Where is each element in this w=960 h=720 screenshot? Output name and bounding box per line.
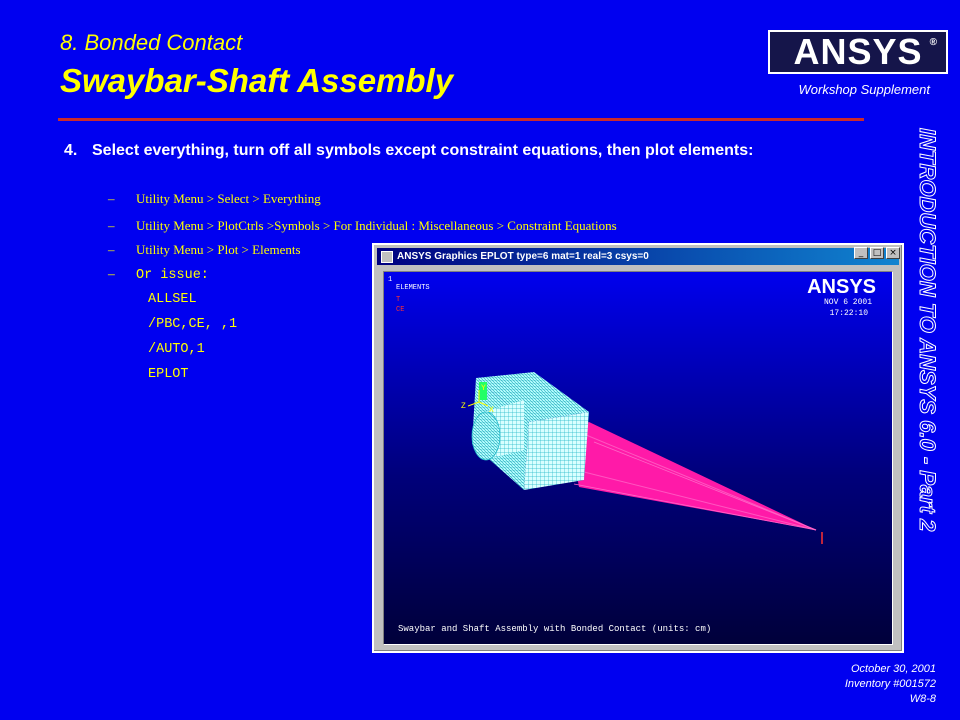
ansys-logo-text: ANSYS — [793, 31, 923, 72]
workshop-supplement-label: Workshop Supplement — [798, 82, 930, 97]
window-controls — [854, 247, 900, 259]
title-divider — [58, 118, 864, 121]
command-auto: /AUTO,1 — [148, 342, 205, 357]
or-issue-line — [108, 266, 209, 283]
ansys-logo-registered: ® — [929, 37, 938, 48]
step-text: Select everything, turn off all symbols except constraint equations, then plot elements: — [92, 142, 754, 159]
substep-text: Utility Menu > PlotCtrls >Symbols > For Individual : Miscellaneous > Constraint Equations — [136, 218, 617, 233]
command-pbc: /PBC,CE, ,1 — [148, 317, 238, 332]
axis-x-label: X — [489, 406, 494, 415]
or-issue-label: Or issue: — [136, 268, 209, 283]
window-number: 1 — [388, 276, 393, 284]
substep-select-everything — [108, 191, 321, 207]
minimize-button[interactable]: _ — [854, 247, 868, 259]
substep-text: Utility Menu > Select > Everything — [136, 191, 321, 206]
step-4 — [64, 140, 824, 161]
maximize-button[interactable]: □ — [870, 247, 884, 259]
axis-z-label: Z — [461, 402, 466, 411]
graphics-canvas[interactable] — [383, 271, 893, 645]
plot-label: ELEMENTS — [396, 284, 430, 292]
slide-subtitle: 8. Bonded Contact — [60, 30, 243, 55]
graphics-window-titlebar[interactable] — [377, 248, 899, 265]
footer-inventory: Inventory #001572 — [844, 678, 936, 690]
ansys-logo-box — [770, 32, 946, 72]
substep-plotctrls-symbols — [108, 218, 617, 234]
legend-t: T — [396, 296, 401, 304]
footer-page: W8-8 — [909, 693, 936, 705]
footer-date: October 30, 2001 — [850, 663, 936, 675]
graphics-ansys-logo: ANSYS — [807, 276, 876, 298]
substep-dash: – — [108, 191, 115, 206]
plot-time: 17:22:10 — [829, 309, 868, 318]
slide-title: Swaybar-Shaft Assembly — [60, 62, 454, 99]
step-number: 4. — [64, 142, 78, 159]
close-button[interactable]: × — [886, 247, 900, 259]
plot-caption: Swaybar and Shaft Assembly with Bonded Contact (units: cm) — [398, 624, 712, 634]
fe-mesh-plot — [384, 272, 893, 645]
command-allsel: ALLSEL — [148, 292, 197, 307]
axis-y-label: Y — [481, 384, 486, 393]
substep-plot-elements — [108, 242, 301, 258]
constraint-equations — [569, 422, 816, 530]
plot-date: NOV 6 2001 — [823, 298, 872, 307]
graphics-window-title: ANSYS Graphics EPLOT type=6 mat=1 real=3 csys=0 — [397, 251, 649, 262]
legend-ce: CE — [396, 306, 405, 314]
substep-dash: – — [108, 242, 115, 257]
command-eplot: EPLOT — [148, 367, 189, 382]
substep-text: Utility Menu > Plot > Elements — [136, 242, 301, 257]
side-course-title: INTRODUCTION TO ANSYS 6.0 - Part 2 — [915, 128, 940, 532]
ansys-graphics-window[interactable] — [372, 243, 904, 653]
ansys-logo — [768, 30, 948, 74]
app-icon — [381, 251, 393, 263]
substep-dash: – — [108, 218, 115, 233]
substep-dash: – — [108, 266, 115, 281]
